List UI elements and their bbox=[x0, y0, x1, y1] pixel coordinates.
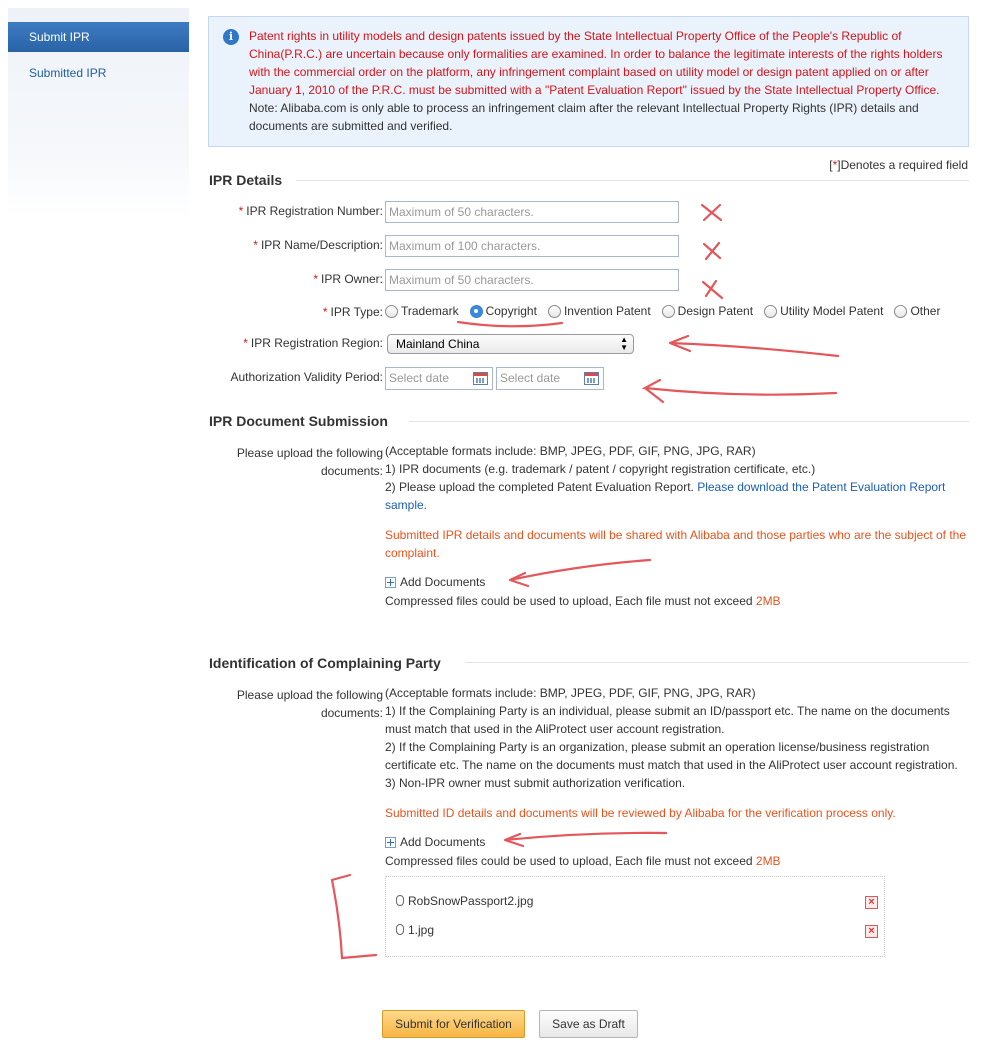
id-requirement-2: 2) If the Complaining Party is an organization, please submit an operation license/business registration certificate etc. The name on the documents must match that used in the AliProtect user account registration. bbox=[385, 740, 958, 772]
radio-button[interactable] bbox=[662, 305, 675, 318]
x-mark-annotation bbox=[702, 205, 721, 220]
ipr-region-label: * IPR Registration Region: bbox=[243, 336, 383, 350]
x-mark-annotation bbox=[704, 243, 720, 259]
delete-file-icon[interactable]: × bbox=[865, 925, 878, 938]
add-documents-button[interactable]: Add Documents bbox=[385, 575, 485, 589]
uploaded-file-row bbox=[396, 923, 878, 941]
ipr-reg-number-label: * IPR Registration Number: bbox=[238, 204, 383, 218]
radio-button-selected[interactable] bbox=[470, 305, 483, 318]
section-divider bbox=[409, 421, 969, 422]
radio-label: Design Patent bbox=[677, 304, 754, 318]
file-name: RobSnowPassport2.jpg bbox=[408, 894, 534, 908]
radio-button[interactable] bbox=[894, 305, 907, 318]
section-title-identification: Identification of Complaining Party bbox=[209, 655, 441, 671]
validity-end-date[interactable] bbox=[496, 367, 604, 390]
id-upload-label: Please upload the following documents: bbox=[236, 688, 383, 720]
radio-label: Trademark bbox=[401, 304, 459, 318]
arrow-annotation bbox=[505, 833, 666, 846]
submit-for-verification-button[interactable]: Submit for Verification bbox=[382, 1010, 525, 1038]
paperclip-icon bbox=[396, 924, 404, 935]
validity-start-date[interactable] bbox=[385, 367, 493, 390]
select-arrows-icon: ▲ ▼ bbox=[620, 335, 628, 352]
arrow-annotation bbox=[510, 560, 650, 586]
accepted-formats-text: (Acceptable formats include: BMP, JPEG, PDF, GIF, PNG, JPG, RAR) bbox=[385, 686, 756, 700]
bracket-annotation bbox=[332, 875, 376, 958]
id-requirement-3: 3) Non-IPR owner must submit authorization verification. bbox=[385, 776, 686, 790]
underline-annotation bbox=[458, 322, 562, 326]
sidebar bbox=[8, 8, 189, 218]
sidebar-item-submitted-ipr[interactable]: Submitted IPR bbox=[29, 66, 107, 80]
id-requirement-1: 1) If the Complaining Party is an individual, please submit an ID/passport etc. The name on the documents must match that used in the AliProtect user account registration. bbox=[385, 704, 950, 736]
doc-requirements bbox=[385, 442, 970, 514]
ipr-owner-label: * IPR Owner: bbox=[313, 272, 383, 286]
ipr-type-label: * IPR Type: bbox=[322, 305, 383, 319]
requirement-2: 2) Please upload the completed Patent Evaluation Report. Please download the Patent Evaluation Report sample. bbox=[385, 480, 946, 512]
id-size-limit-note: Compressed files could be used to upload, Each file must not exceed 2MB bbox=[385, 854, 781, 868]
doc-share-warning: Submitted IPR details and documents will be shared with Alibaba and those parties who are the subject of the complaint. bbox=[385, 528, 967, 560]
notice-box bbox=[208, 16, 969, 147]
radio-button[interactable] bbox=[548, 305, 561, 318]
plus-icon bbox=[385, 577, 396, 588]
arrow-annotation bbox=[670, 336, 838, 356]
save-as-draft-button[interactable]: Save as Draft bbox=[539, 1010, 638, 1038]
radio-label: Utility Model Patent bbox=[780, 304, 884, 318]
info-icon: i bbox=[223, 29, 239, 45]
radio-other[interactable] bbox=[894, 304, 940, 318]
plus-icon bbox=[385, 837, 396, 848]
id-review-warning: Submitted ID details and documents will be reviewed by Alibaba for the verification process only. bbox=[385, 806, 896, 820]
radio-copyright[interactable] bbox=[470, 304, 537, 318]
requirement-1: 1) IPR documents (e.g. trademark / patent / copyright registration certificate, etc.) bbox=[385, 462, 816, 476]
ipr-region-select[interactable] bbox=[387, 334, 634, 354]
date-placeholder: Select date bbox=[389, 371, 450, 385]
notice-note-text: Note: Alibaba.com is only able to process an infringement claim after the relevant Intellectual Property Rights (IPR) details and documents are submitted and verified. bbox=[249, 101, 919, 133]
radio-utility-model-patent[interactable] bbox=[764, 304, 883, 318]
ipr-owner-input[interactable] bbox=[385, 269, 679, 291]
size-limit-note: Compressed files could be used to upload, Each file must not exceed 2MB bbox=[385, 594, 781, 608]
ipr-region-selected-value: Mainland China bbox=[396, 337, 480, 351]
required-note-text: ]Denotes a required field bbox=[837, 158, 968, 172]
radio-label: Invention Patent bbox=[563, 304, 651, 318]
uploaded-files-list bbox=[385, 876, 885, 957]
radio-button[interactable] bbox=[764, 305, 777, 318]
ipr-reg-number-input[interactable] bbox=[385, 201, 679, 223]
radio-invention-patent[interactable] bbox=[548, 304, 651, 318]
required-star: * bbox=[832, 158, 838, 172]
ipr-name-label: * IPR Name/Description: bbox=[253, 238, 383, 252]
radio-label: Other bbox=[910, 304, 941, 318]
required-note-open: [ bbox=[829, 158, 833, 172]
doc-upload-label: Please upload the following documents: bbox=[236, 446, 383, 478]
add-id-documents-button[interactable]: Add Documents bbox=[385, 835, 485, 849]
x-mark-annotation bbox=[703, 281, 722, 298]
section-divider bbox=[465, 662, 969, 663]
arrow-annotation bbox=[645, 380, 836, 402]
validity-period-label: Authorization Validity Period: bbox=[230, 370, 383, 384]
calendar-icon[interactable] bbox=[584, 372, 599, 385]
radio-trademark[interactable] bbox=[385, 304, 459, 318]
accepted-formats-text: (Acceptable formats include: BMP, JPEG, PDF, GIF, PNG, JPG, RAR) bbox=[385, 444, 756, 458]
calendar-icon[interactable] bbox=[473, 372, 488, 385]
uploaded-file-row bbox=[396, 894, 878, 912]
section-title-document-submission: IPR Document Submission bbox=[209, 413, 388, 429]
radio-design-patent[interactable] bbox=[662, 304, 753, 318]
sidebar-item-submit-ipr[interactable]: Submit IPR bbox=[8, 22, 189, 52]
delete-file-icon[interactable]: × bbox=[865, 896, 878, 909]
ipr-type-radio-group bbox=[385, 304, 951, 318]
ipr-name-input[interactable] bbox=[385, 235, 679, 257]
required-field-note bbox=[829, 158, 968, 172]
evaluation-report-sample-link[interactable]: Please download the Patent Evaluation Report sample. bbox=[385, 480, 946, 512]
date-placeholder: Select date bbox=[500, 371, 561, 385]
radio-button[interactable] bbox=[385, 305, 398, 318]
file-name: 1.jpg bbox=[408, 923, 435, 937]
notice-warning-text: Patent rights in utility models and design patents issued by the State Intellectual Property Office of the People's Republic of China(P.R.C.) are uncertain because only formalities are examined. In order to balance the legitimate interests of the rights holders with the commercial order on the platform, any infringement complaint based on utility model or design patent applied on or after January 1, 2010 of the P.R.C. must be submitted with a "Patent Evaluation Report" issued by the State Intellectual Property Office. bbox=[249, 29, 943, 97]
section-title-ipr-details: IPR Details bbox=[209, 172, 283, 188]
paperclip-icon bbox=[396, 895, 404, 906]
section-divider bbox=[296, 180, 969, 181]
id-requirements bbox=[385, 684, 970, 792]
radio-label: Copyright bbox=[485, 304, 537, 318]
